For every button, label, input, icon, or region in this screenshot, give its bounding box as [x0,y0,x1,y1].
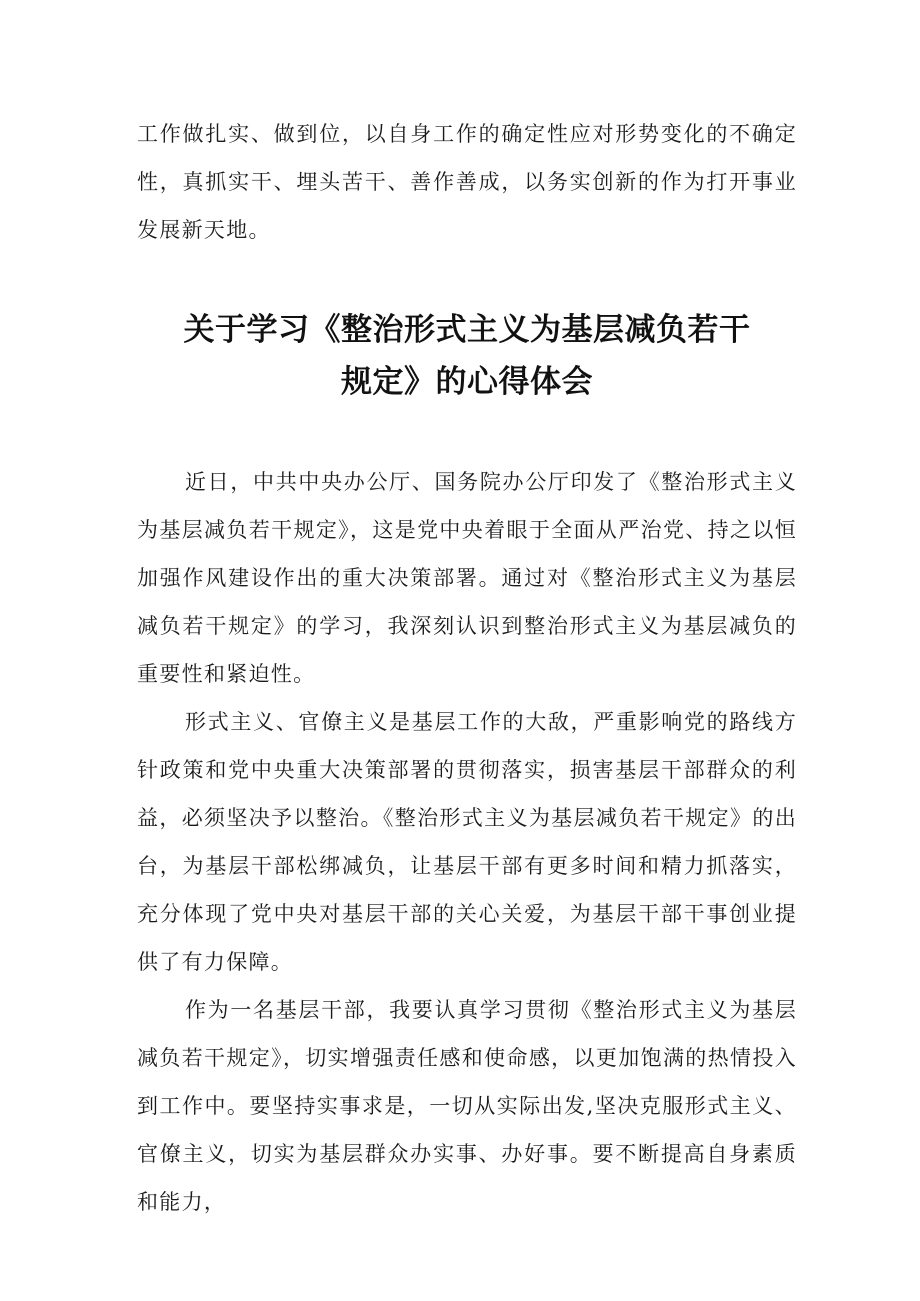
document-title [137,304,797,408]
continuation-paragraph: 工作做扎实、做到位，以自身工作的确定性应对形势变化的不确定性，真抓实干、埋头苦干、善作善成，以务实创新的作为打开事业发展新天地。 [137,122,797,242]
body-paragraph-3: 作为一名基层干部，我要认真学习贯彻《整治形式主义为基层减负若干规定》，切实增强责任感和使命感，以更加饱满的热情投入到工作中。要坚持实事求是，一切从实际出发,坚决克服形式主义、官僚主义，切实为基层群众办实事、办好事。要不断提高自身素质和能力， [137,998,797,1214]
title-line-2: 规定》的心得体会 [341,364,593,400]
title-line-1: 关于学习《整治形式主义为基层减负若干 [183,312,751,348]
body-paragraph-2: 形式主义、官僚主义是基层工作的大敌，严重影响党的路线方针政策和党中央重大决策部署的贯彻落实，损害基层干部群众的利益，必须坚决予以整治。《整治形式主义为基层减负若干规定》的出台，为基层干部松绑减负，让基层干部有更多时间和精力抓落实，充分体现了党中央对基层干部的关心关爱，为基层干部干事创业提供了有力保障。 [137,710,797,974]
body-paragraph-1: 近日，中共中央办公厅、国务院办公厅印发了《整治形式主义为基层减负若干规定》，这是党中央着眼于全面从严治党、持之以恒加强作风建设作出的重大决策部署。通过对《整治形式主义为基层减负若干规定》的学习，我深刻认识到整治形式主义为基层减负的重要性和紧迫性。 [137,470,797,686]
document-page [137,110,797,1226]
